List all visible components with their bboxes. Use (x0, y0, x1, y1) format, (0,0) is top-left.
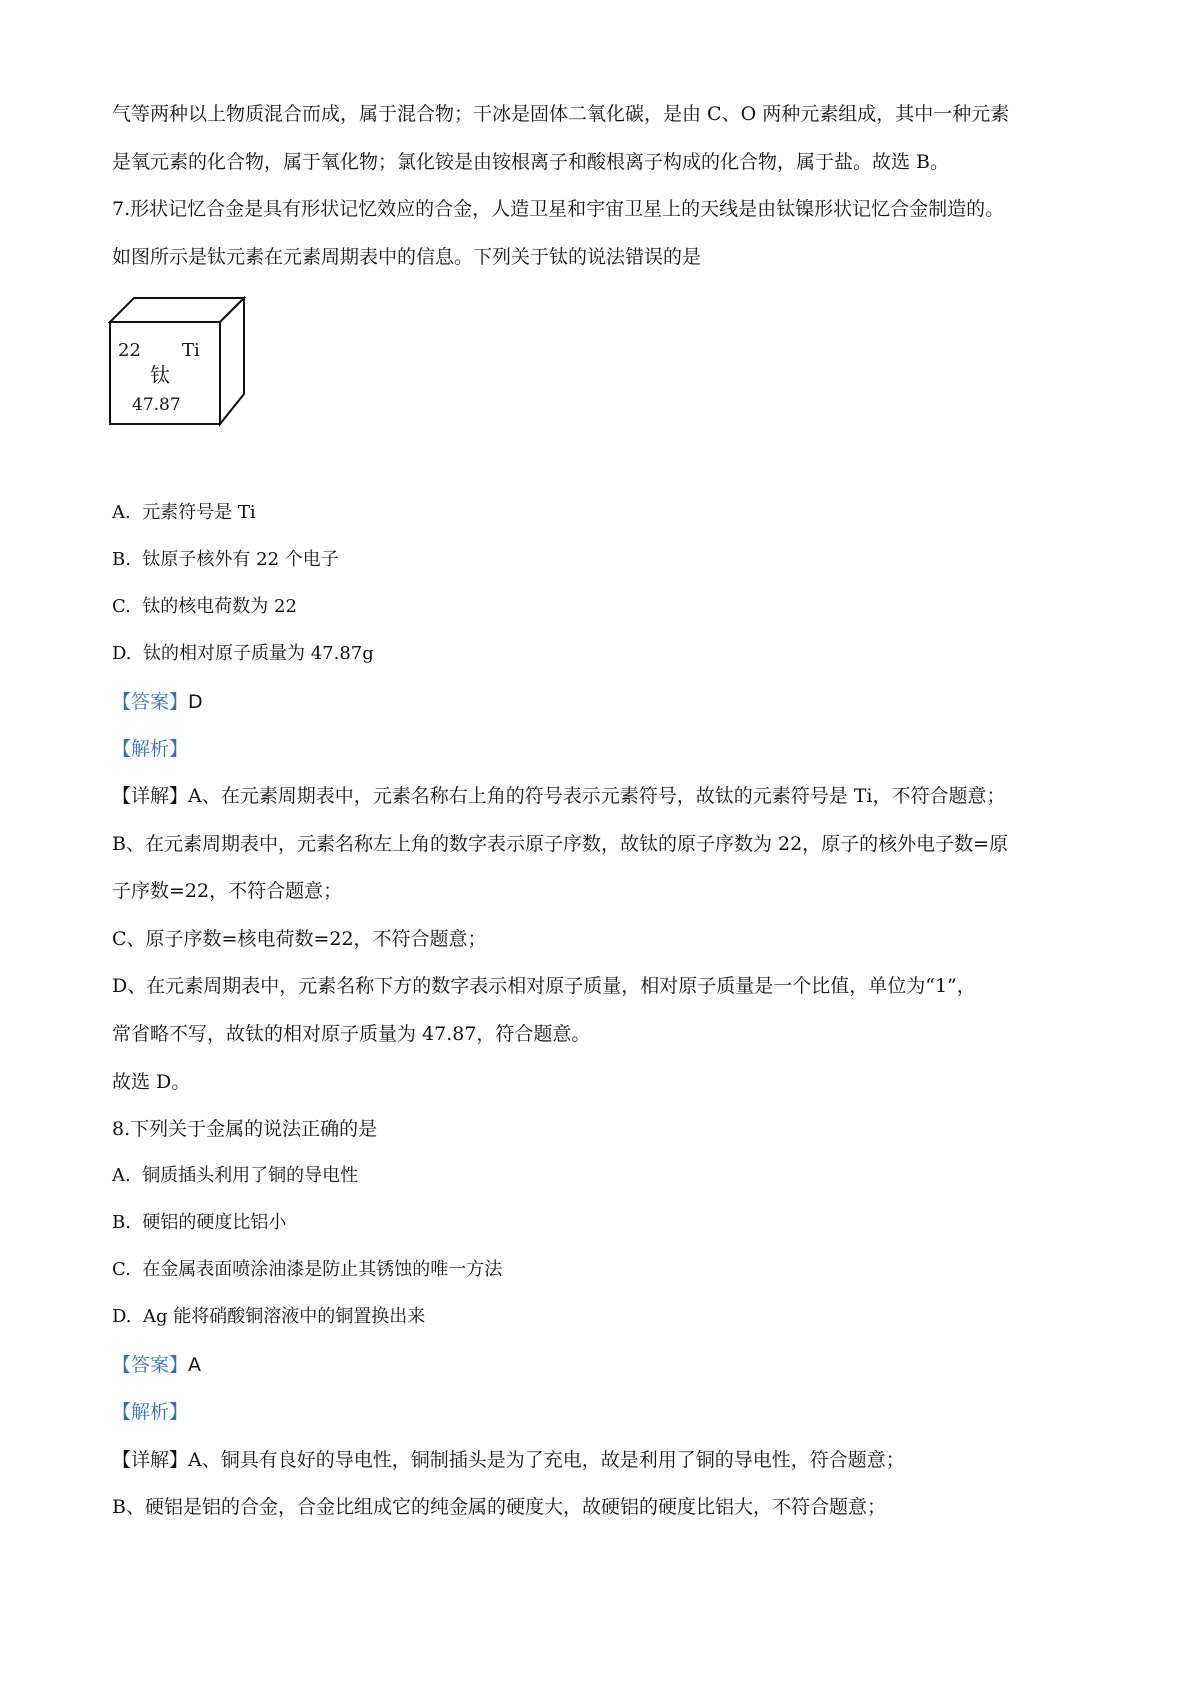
option-letter: B. (112, 1212, 131, 1233)
option-letter: B. (112, 549, 131, 570)
option-text: 硬铝的硬度比铝小 (142, 1212, 287, 1233)
q7-stem-line-2: 如图所示是钛元素在元素周期表中的信息。下列关于钛的说法错误的是 (112, 246, 702, 268)
option-text: 元素符号是 Ti (142, 502, 256, 523)
q7-stem-line-1: 7.形状记忆合金是具有形状记忆效应的合金，人造卫星和宇宙卫星上的天线是由钛镍形状记忆合金制造的。 (112, 198, 1005, 220)
answer-value: D (188, 691, 203, 713)
q8-detail-line-2: B、硬铝是铝的合金，合金比组成它的纯金属的硬度大，故硬铝的硬度比铝大，不符合题意； (112, 1496, 886, 1518)
option-letter: A. (112, 1165, 131, 1186)
option-text: 钛原子核外有 22 个电子 (142, 549, 339, 570)
q6-explanation-line-1: 气等两种以上物质混合而成，属于混合物；干冰是固体二氧化碳，是由 C、O 两种元素组成，其中一种元素 (112, 103, 1010, 125)
option-text: Ag 能将硝酸铜溶液中的铜置换出来 (142, 1306, 426, 1327)
titanium-element-cube-figure (108, 296, 248, 436)
option-text: 铜质插头利用了铜的导电性 (142, 1165, 359, 1186)
answer-value: A (188, 1354, 202, 1376)
q7-detail-line-5: D、在元素周期表中，元素名称下方的数字表示相对原子质量，相对原子质量是一个比值，单位为“1”， (112, 975, 976, 997)
q8-detail-line-1: 【详解】A、铜具有良好的导电性，铜制插头是为了充电，故是利用了铜的导电性，符合题意； (112, 1449, 905, 1471)
analysis-tag: 【解析】 (112, 1401, 189, 1423)
option-letter: D. (112, 643, 132, 664)
q6-explanation-line-2: 是氧元素的化合物，属于氧化物；氯化铵是由铵根离子和酸根离子构成的化合物，属于盐。故选 B。 (112, 151, 950, 173)
option-letter: A. (112, 502, 131, 523)
option-text: 钛的核电荷数为 22 (142, 596, 297, 617)
q7-answer (112, 689, 203, 715)
q7-detail-line-4: C、原子序数=核电荷数=22，不符合题意； (112, 928, 487, 950)
q8-analysis-heading (112, 1399, 188, 1425)
q7-detail-line-1: 【详解】A、在元素周期表中，元素名称右上角的符号表示元素符号，故钛的元素符号是 Ti，不符合题意； (112, 785, 1006, 807)
element-name-label: 钛 (150, 363, 170, 387)
answer-tag: 【答案】 (112, 1354, 189, 1376)
option-letter: C. (112, 1259, 131, 1280)
option-text: 在金属表面喷涂油漆是防止其锈蚀的唯一方法 (142, 1259, 503, 1280)
element-symbol-label: Ti (182, 340, 200, 361)
q8-answer (112, 1352, 201, 1378)
q7-option-b (112, 547, 339, 573)
q7-analysis-heading (112, 736, 188, 762)
q8-stem: 8.下列关于金属的说法正确的是 (112, 1118, 378, 1140)
q7-detail-line-3: 子序数=22，不符合题意； (112, 880, 343, 902)
atomic-number-label: 22 (118, 340, 141, 361)
q7-option-d (112, 641, 374, 667)
q8-option-a (112, 1163, 358, 1189)
q8-option-b (112, 1210, 286, 1236)
q7-option-c (112, 594, 297, 620)
option-letter: C. (112, 596, 131, 617)
atomic-mass-label: 47.87 (132, 395, 181, 415)
q8-option-c (112, 1257, 502, 1283)
analysis-tag: 【解析】 (112, 738, 189, 760)
q7-detail-line-6: 常省略不写，故钛的相对原子质量为 47.87，符合题意。 (112, 1023, 591, 1045)
q8-option-d (112, 1304, 425, 1330)
q7-detail-line-2: B、在元素周期表中，元素名称左上角的数字表示原子序数，故钛的原子序数为 22，原子的核外电子数=原 (112, 833, 1009, 855)
option-letter: D. (112, 1306, 132, 1327)
option-text: 钛的相对原子质量为 47.87g (142, 643, 374, 664)
answer-tag: 【答案】 (112, 691, 189, 713)
q7-option-a (112, 500, 256, 526)
q7-detail-line-7: 故选 D。 (112, 1071, 191, 1093)
